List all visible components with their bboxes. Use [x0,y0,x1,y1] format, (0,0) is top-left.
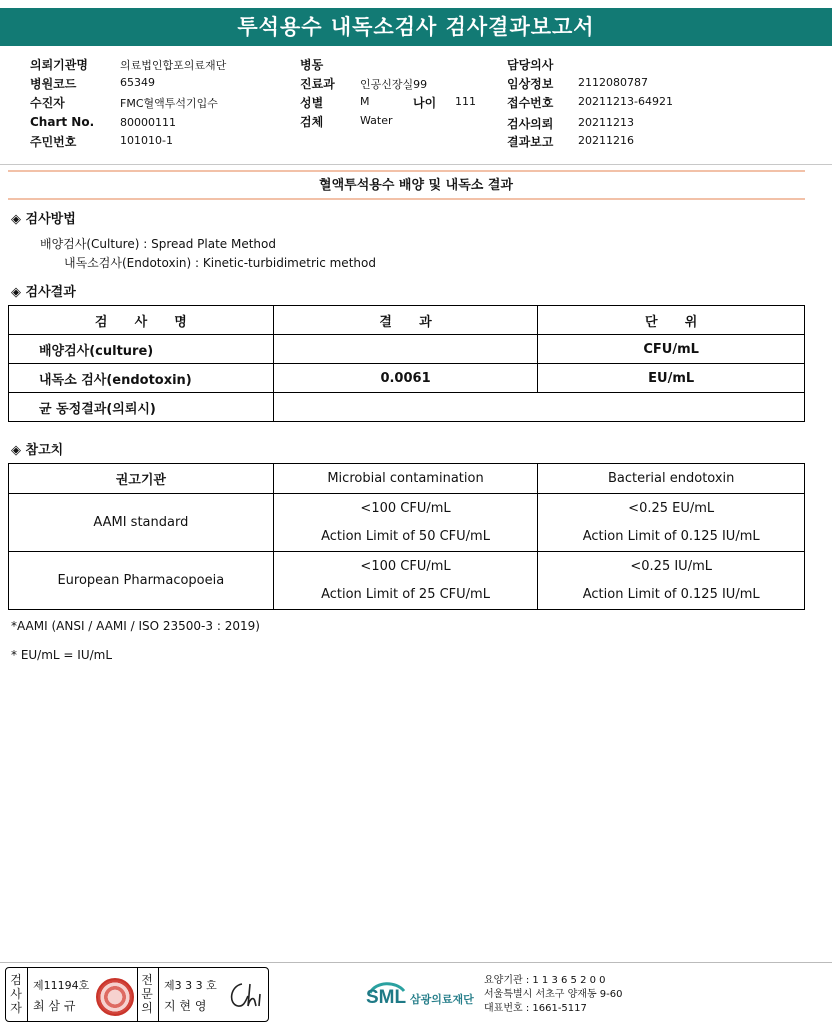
ref-ep-micro-action: Action Limit of 25 CFU/mL [321,586,490,602]
label-clinical-info: 임상정보 [507,77,554,91]
results-table [8,305,805,422]
note-units: * EU/mL = IU/mL [11,648,113,662]
value-receipt-no: 20211213-64921 [578,95,673,108]
official-seal [96,978,134,1016]
label-doctor: 담당의사 [507,58,554,72]
label-resident-no: 주민번호 [30,135,77,149]
label-sex: 성별 [300,96,324,110]
table-row [9,494,805,552]
method-endotoxin: 내독소검사(Endotoxin) : Kinetic-turbidimetric method [64,256,376,270]
results-header-row [9,306,805,335]
corp-code: 요양기관 : 1 1 3 6 5 2 0 0 [484,975,606,986]
label-patient: 수진자 [30,96,65,110]
ref-ep-endotoxin [538,552,805,610]
footer-divider [0,962,832,963]
table-row [9,335,805,364]
handwritten-signature [224,978,264,1012]
report-subtitle: 혈액투석용수 배양 및 내독소 결과 [319,178,513,193]
value-age: 111 [455,95,476,108]
label-hospital-code: 병원코드 [30,77,77,91]
ref-ep-endo-limit: <0.25 IU/mL [630,558,712,574]
results-heading: ◈ 검사결과 [11,285,76,300]
corp-phone: 대표번호 : 1661-5117 [484,1003,587,1014]
ref-org-ep: European Pharmacopoeia [9,552,274,610]
table-row [9,393,805,422]
header-microbial: Microbial contamination [273,464,538,494]
ref-ep-micro-limit: <100 CFU/mL [360,558,451,574]
examiner-license: 제11194호 [33,979,90,992]
row-endotoxin-unit: EU/mL [538,364,805,393]
signature-separator [158,968,159,1021]
header-result: 결 과 [273,306,538,335]
specialist-license: 제3 3 3 호 [164,979,217,992]
label-institution: 의뢰기관명 [30,58,88,72]
ref-aami-micro-limit: <100 CFU/mL [360,500,451,516]
corporate-info [484,974,623,1016]
signature-separator [27,968,28,1021]
value-institution: 의료법인합포의료재단 [120,59,227,72]
value-hospital-code: 65349 [120,76,155,89]
row-endotoxin-result: 0.0061 [273,364,538,393]
label-chart-no: Chart No. [30,115,95,129]
row-culture-unit: CFU/mL [538,335,805,364]
label-specimen: 검체 [300,115,324,129]
value-resident-no: 101010-1 [120,134,173,147]
label-department: 진료과 [300,77,335,91]
value-sex: M [360,95,370,108]
ref-aami-endo-action: Action Limit of 0.125 IU/mL [582,528,760,544]
ref-aami-micro-action: Action Limit of 50 CFU/mL [321,528,490,544]
logo-name: 삼광의료재단 [410,993,474,1006]
header-unit: 단 위 [538,306,805,335]
specialist-name: 지 현 영 [164,999,207,1013]
label-ward: 병동 [300,58,324,72]
report-title: 투석용수 내독소검사 검사결과보고서 [0,8,832,46]
row-identification-result [273,393,804,422]
method-culture: 배양검사(Culture) : Spread Plate Method [40,237,276,251]
header-organization: 권고기관 [9,464,274,494]
value-chart-no: 80000111 [120,116,176,129]
table-row [9,364,805,393]
label-request-date: 검사의뢰 [507,117,554,131]
table-row [9,552,805,610]
row-identification-name: 균 동정결과(의뢰시) [9,393,274,422]
ref-aami-endotoxin [538,494,805,552]
examiner-role: 검사자 [10,973,22,1015]
value-department: 인공신장실99 [360,78,428,91]
value-request-date: 20211213 [578,116,634,129]
ref-aami-microbial [273,494,538,552]
header-divider [0,164,832,165]
subtitle-bottom-rule [8,198,805,200]
ref-ep-endo-action: Action Limit of 0.125 IU/mL [582,586,760,602]
signature-box [5,967,269,1022]
subtitle-top-rule [8,170,805,172]
reference-heading: ◈ 참고치 [11,443,64,458]
method-heading: ◈ 검사방법 [11,212,76,227]
reference-table [8,463,805,610]
label-receipt-no: 접수번호 [507,96,554,110]
examiner-name: 최 삼 규 [33,999,76,1013]
value-clinical-info: 2112080787 [578,76,648,89]
corp-address: 서울특별시 서초구 양재동 9-60 [484,989,623,1000]
label-age: 나이 [413,96,437,110]
specialist-role: 전문의 [141,973,153,1015]
signature-separator [137,968,138,1021]
logo-text: SML [366,987,407,1008]
row-culture-result [273,335,538,364]
row-culture-name: 배양검사(culture) [9,335,274,364]
header-test-name: 검 사 명 [9,306,274,335]
row-endotoxin-name: 내독소 검사(endotoxin) [9,364,274,393]
value-report-date: 20211216 [578,134,634,147]
note-aami: *AAMI (ANSI / AAMI / ISO 23500-3 : 2019) [11,619,260,633]
value-specimen: Water [360,114,393,127]
ref-ep-microbial [273,552,538,610]
reference-header-row [9,464,805,494]
ref-org-aami: AAMI standard [9,494,274,552]
ref-aami-endo-limit: <0.25 EU/mL [628,500,715,516]
value-patient: FMC혈액투석기입수 [120,97,218,110]
label-report-date: 결과보고 [507,135,554,149]
header-endotoxin: Bacterial endotoxin [538,464,805,494]
